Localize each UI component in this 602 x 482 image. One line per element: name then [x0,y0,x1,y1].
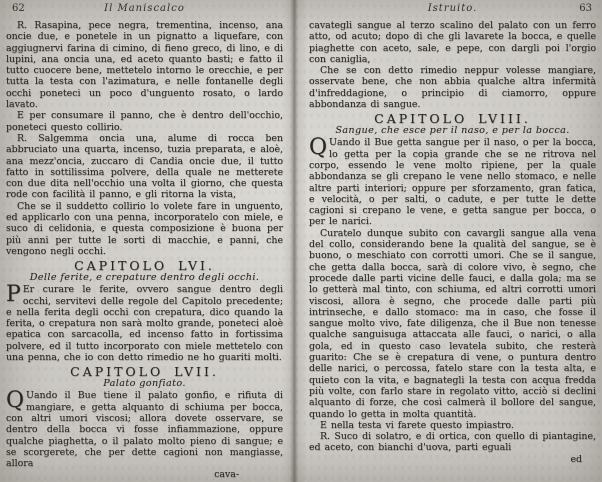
chapter-heading-lvi: CAPITOLO LVI. [74,258,215,274]
right-page-header [309,3,596,18]
right-page [293,0,602,482]
drop-cap-q: Q [6,388,25,414]
running-header-left: Il Maniscalco [104,3,185,14]
recipe-paragraph-salgemma: R. Salgemma oncia una, alume di rocca ben abbruciato una quarta, incenso, tuzia preparata, e aloè, ana mezz'oncia, zuccaro di Candia oncie due, il tutto fatto in sottilissima polvere, della quale ne metterete con due dita nell'occhio una volta il giorno, che questa rode con facilità il panno, e gli ritorna la vista, [6,132,283,201]
left-page-header [6,3,283,18]
chapter-lviii-opening-paragraph [309,137,596,227]
paragraph-curatelo: Curatelo dunque subito con cavargli sangue alla vena del collo, considerando bene la qualità del sangue, se è buono, o meschiato con corrotti umori. Che se il sangue, che getta dalla bocca, sarà di colore vivo, è segno, che procede dalle parti vicine delle fauci, e dalla gola; ma se lo getterà mal tinto, con schiuma, ed altri corrotti umori viscosi, allora è segno, che procede dalle parti più intrinseche, e dallo stomaco: ma in caso, che fosse il sangue molto vivo, fate diligenza, che il Bue non tenesse qualche sanguisuga attaccata alle fauci, o narici, o alla gola, ed in questo caso levatela subito, che resterà guarito: Che se è crepatura di vene, o puntura dentro delle narici, o percossa, fatelo stare con la testa alta, e quieto con la vita, e bagnategli la testa con acqua fredda più volte, con farlo stare in regolato vitto, acciò si declini alquanto di forze, che così calmerà il bollore del sangue, quando lo getta in molta quantità. [309,227,596,420]
chapter-lvii-opening-paragraph [6,390,283,469]
page-number-left: 62 [12,3,25,14]
left-page [0,0,293,482]
chapter-lviii-opening-text: Uando il Bue getta sangue per il naso, o per la bocca, lo getta per la copia grande che se ne ritrova nel corpo, essendo le vene molto ripiene, per la quale abbondanza se gli crepano le vene nello stomaco, e nelle altre parti interiori; oppure per sforzamento, gran fatica, e velocità, o per salti, o cadute, e per tutte le dette cagioni si crepano le vene, e getta sangue per bocca, o per le narici. [309,137,596,228]
paragraph-unguento: Che se il suddetto collirio lo volete fare in unguento, ed applicarlo con una penna, incorporatelo con miele, e suco di celidonia, e questa composizione è buona per più anni per tutte le sorti di macchie, e panni, che vengono negli occhi. [6,200,283,257]
chapter-subtitle-lviii: Sangue, che esce per il naso, e per la bocca. [335,125,570,137]
catchword-left: cava- [214,469,239,481]
drop-cap-q2: Q [309,135,328,161]
catchword-right: ed [570,453,582,465]
chapter-subtitle-lvii: Palato gonfiato. [103,378,186,390]
page-number-right: 63 [579,3,592,14]
paragraph-impiastro: E nella testa vi farete questo impiastro. [320,419,514,431]
drop-cap-p: P [6,282,21,308]
chapter-heading-lvii: CAPITOLO LVII. [70,364,219,380]
chapter-lvi-opening-text: Er curare le ferite, ovvero sangue dentro degli occhi, servitevi delle regole del Capitolo precedente; e nella ferita degli occhi con crepatura, dico quando la ferita, o crepatura non sarà molto grande, poneteci aloè epatica con sarcacolla, ed incenso fatto in fortissima polvere, ed il tutto incorporato con miele mettetelo con una penna, che io con detto rimedio ne ho guariti molti. [6,284,283,364]
paragraph-cavategli-continuation: cavategli sangue al terzo scalino del palato con un ferro atto, od acuto; dopo di che gli lavarete la bocca, e quelle piaghette con aceto, sale, e pepe, con dargli poi l'orgio con caniglia, [309,20,596,65]
paragraph-collirio-intro: E per consumare il panno, che è dentro dell'occhio, poneteci questo collirio. [6,110,283,133]
recipe-paragraph-rasapina: R. Rasapina, pece negra, trementina, incenso, ana oncie due, e ponetele in un pignatto a liquefare, con aggiugnervi farina di cimino, di fieno greco, di lino, e di lupini, ana oncia una, ed aceto quanto basti; e fatto il tutto cuocere bene, mettetelo intorno le orecchie, e per tutta la testa con l'azimatura, e nelle fontanelle degli occhi poneteci un poco d'unguento rosato, o lardo lavato. [6,20,283,111]
paragraph-che-se-rimedio: Che se con detto rimedio neppur volesse mangiare, osservate bene, che non abbia qualche altra infermità d'infreddagione, o principio di ciamorro, oppure abbondanza di sangue. [309,65,596,111]
chapter-heading-lviii: CAPITOLO LVIII. [374,111,531,127]
chapter-lvi-opening-paragraph [6,284,283,363]
recipe-paragraph-solatro: R. Suco di solatro, e di ortica, con quello di piantagine, ed aceto, con bianchi d'uova, parti eguali [309,431,596,454]
chapter-lvii-opening-text: Uando il Bue tiene il palato gonfio, e rifiuta di mangiare, e getta alquanto di schiuma per bocca, con altri umori viscosi; allora dovete osservare, se dentro della bocca vi fosse infiammazione, oppure qualche piaghetta, o il palato molto pieno di sangue; e se scorgerete, che per dette cagioni non mangiasse, allora [6,390,283,470]
chapter-subtitle-lvi: Delle ferite, e crepature dentro degli occhi. [29,272,260,284]
running-header-right: Istruito. [427,3,478,14]
